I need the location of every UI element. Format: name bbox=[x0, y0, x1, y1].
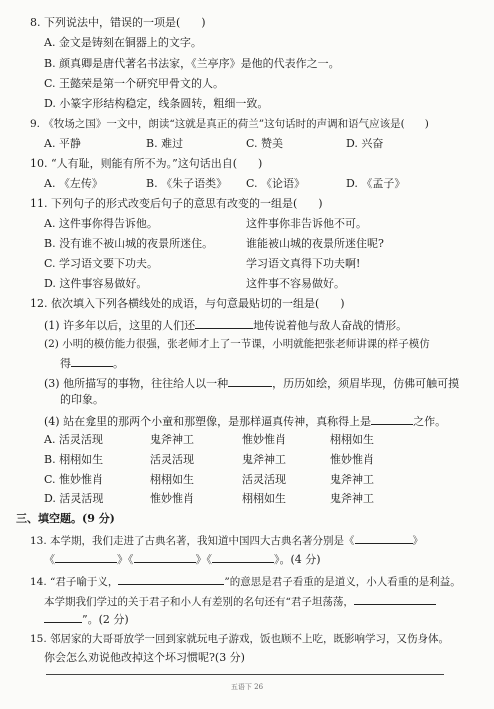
q12-b-2: 活灵活现 bbox=[150, 453, 194, 466]
q12-blank-1[interactable] bbox=[195, 317, 253, 329]
q12-d-1: D. 活灵活现 bbox=[44, 492, 104, 505]
page-footer: 五语下 26 bbox=[230, 683, 264, 691]
q10-option-d: D. 《孟子》 bbox=[346, 177, 406, 190]
q12-sentence-3-cont: 的印象。 bbox=[60, 393, 104, 406]
q12-s1-text-a: (1) 许多年以后，这里的人们还 bbox=[44, 319, 196, 332]
q14-text-d: ”。(2 分) bbox=[82, 613, 129, 626]
q11-option-a-left: A. 这件事你得告诉他。 bbox=[44, 217, 158, 230]
q12-s3-text-b: ，历历如绘，须眉毕现，仿佛可触可摸 bbox=[272, 377, 460, 390]
q12-b-1: B. 栩栩如生 bbox=[44, 453, 104, 466]
q12-d-2: 惟妙惟肖 bbox=[150, 492, 194, 505]
q15-line-2: 你会怎么劝说他改掉这个坏习惯呢?(3 分) bbox=[44, 651, 245, 664]
q13-text-a: 13. 本学期，我们走进了古典名著，我知道中国四大古典名著分别是《 bbox=[30, 535, 355, 547]
q14-blank-1[interactable] bbox=[118, 573, 224, 585]
q10-option-a: A. 《左传》 bbox=[44, 177, 103, 190]
q12-s4-text-b: 之作。 bbox=[413, 415, 447, 428]
q14-blank-2-cont[interactable] bbox=[44, 611, 82, 623]
q8-option-b: B. 颜真卿是唐代著名书法家，《兰亭序》是他的代表作之一。 bbox=[44, 57, 340, 70]
q14-line-3 bbox=[44, 611, 129, 627]
q12-blank-3[interactable] bbox=[228, 375, 272, 387]
q11-option-c-right: 学习语文真得下功夫啊! bbox=[246, 257, 361, 270]
q14-text-b: ”的意思是君子看重的是道义，小人看重的是利益。 bbox=[224, 576, 461, 588]
q13-text-b: 》 bbox=[412, 535, 424, 547]
q12-sentence-2-cont bbox=[60, 355, 124, 371]
q12-blank-4[interactable] bbox=[371, 413, 413, 425]
q9-stem: 9. 《牧场之国》一文中，朗读“这就是真正的荷兰”这句话时的声调和语气应该是( ) bbox=[30, 118, 429, 130]
q12-a-2: 鬼斧神工 bbox=[150, 433, 194, 446]
q9-option-a: A. 平静 bbox=[44, 137, 81, 150]
q8-stem: 8. 下列说法中，错误的一项是( ) bbox=[30, 16, 206, 29]
q11-option-b-right: 谁能被山城的夜景所迷住呢? bbox=[246, 237, 384, 250]
q12-s2-text-c: 。 bbox=[113, 357, 124, 370]
q12-blank-2[interactable] bbox=[71, 355, 113, 367]
q12-a-4: 栩栩如生 bbox=[330, 433, 374, 446]
q10-stem: 10. “人有耻，则能有所不为。”这句话出自( ) bbox=[30, 157, 263, 170]
q11-option-d-left: D. 这件事容易做好。 bbox=[44, 277, 148, 290]
q12-s4-text-a: (4) 站在龛里的那两个小童和那塑像，是那样逼真传神，真称得上是 bbox=[44, 415, 372, 428]
q11-stem: 11. 下列句子的形式改变后句子的意思有改变的一组是( ) bbox=[30, 197, 323, 210]
q14-blank-2[interactable] bbox=[354, 593, 436, 605]
q12-d-4: 鬼斧神工 bbox=[330, 492, 374, 505]
q13-text-f: 》。(4 分) bbox=[274, 553, 321, 566]
q12-c-4: 鬼斧神工 bbox=[330, 473, 374, 486]
q11-option-d-right: 这件事不容易做好。 bbox=[246, 277, 345, 290]
q12-sentence-3 bbox=[44, 375, 459, 391]
q10-option-b: B. 《朱子语类》 bbox=[146, 177, 228, 190]
q13-line-2 bbox=[44, 551, 321, 567]
q12-s3-text-a: (3) 他所描写的事物，往往给人以一种 bbox=[44, 377, 229, 390]
q12-c-2: 栩栩如生 bbox=[150, 473, 194, 486]
q8-option-c: C. 王懿荣是第一个研究甲骨文的人。 bbox=[44, 77, 225, 90]
q9-option-c: C. 赞美 bbox=[246, 137, 284, 150]
q12-sentence-4 bbox=[44, 413, 446, 429]
q12-stem: 12. 依次填入下列各横线处的成语，与句意最贴切的一组是( ) bbox=[30, 297, 345, 310]
q12-s2-text-b: 得 bbox=[60, 357, 71, 370]
q13-text-d: 》《 bbox=[117, 553, 134, 566]
q14-line-2 bbox=[44, 593, 436, 609]
q13-text-c: 《 bbox=[44, 553, 55, 566]
q12-a-1: A. 活灵活现 bbox=[44, 433, 103, 446]
q9-option-b: B. 难过 bbox=[146, 137, 184, 150]
q15-line-1: 15. 邻居家的大哥哥放学一回到家就玩电子游戏，饭也顾不上吃，既影响学习，又伤身体。 bbox=[30, 633, 450, 645]
q12-b-4: 惟妙惟肖 bbox=[330, 453, 374, 466]
q13-blank-3[interactable] bbox=[134, 551, 196, 563]
q13-blank-4[interactable] bbox=[212, 551, 274, 563]
q10-option-c: C. 《论语》 bbox=[246, 177, 306, 190]
q12-sentence-2: (2) 小明的模仿能力很强，张老师才上了一节课，小明就能把张老师讲课的样子模仿 bbox=[44, 338, 430, 350]
q12-a-3: 惟妙惟肖 bbox=[242, 433, 286, 446]
q15-answer-line[interactable] bbox=[46, 674, 444, 675]
q12-sentence-1 bbox=[44, 317, 407, 333]
q11-option-a-right: 这件事你非告诉他不可。 bbox=[246, 217, 367, 230]
q13-text-e: 》《 bbox=[195, 553, 212, 566]
q12-b-3: 鬼斧神工 bbox=[242, 453, 286, 466]
q11-option-c-left: C. 学习语文要下功夫。 bbox=[44, 257, 159, 270]
q13-blank-1[interactable] bbox=[355, 532, 413, 544]
q13-line-1 bbox=[30, 532, 423, 548]
q9-option-d: D. 兴奋 bbox=[346, 137, 384, 150]
q14-text-a: 14. “君子喻于义， bbox=[30, 576, 119, 588]
q12-c-1: C. 惟妙惟肖 bbox=[44, 473, 104, 486]
q14-line-1 bbox=[30, 573, 461, 589]
q8-option-a: A. 金文是铸刻在铜器上的文字。 bbox=[44, 36, 202, 49]
q12-c-3: 活灵活现 bbox=[242, 473, 286, 486]
q14-text-c: 本学期我们学过的关于君子和小人有差别的名句还有“君子坦荡荡， bbox=[44, 596, 354, 608]
q12-d-3: 栩栩如生 bbox=[242, 492, 286, 505]
q8-option-d: D. 小篆字形结构稳定，线条圆转，粗细一致。 bbox=[44, 97, 269, 110]
section-fill-in-title: 三、填空题。(9 分) bbox=[16, 512, 115, 525]
q12-s1-text-b: 地传说着他与敌人奋战的情形。 bbox=[253, 319, 408, 332]
q11-option-b-left: B. 没有谁不被山城的夜景所迷住。 bbox=[44, 237, 214, 250]
q13-blank-2[interactable] bbox=[55, 551, 117, 563]
